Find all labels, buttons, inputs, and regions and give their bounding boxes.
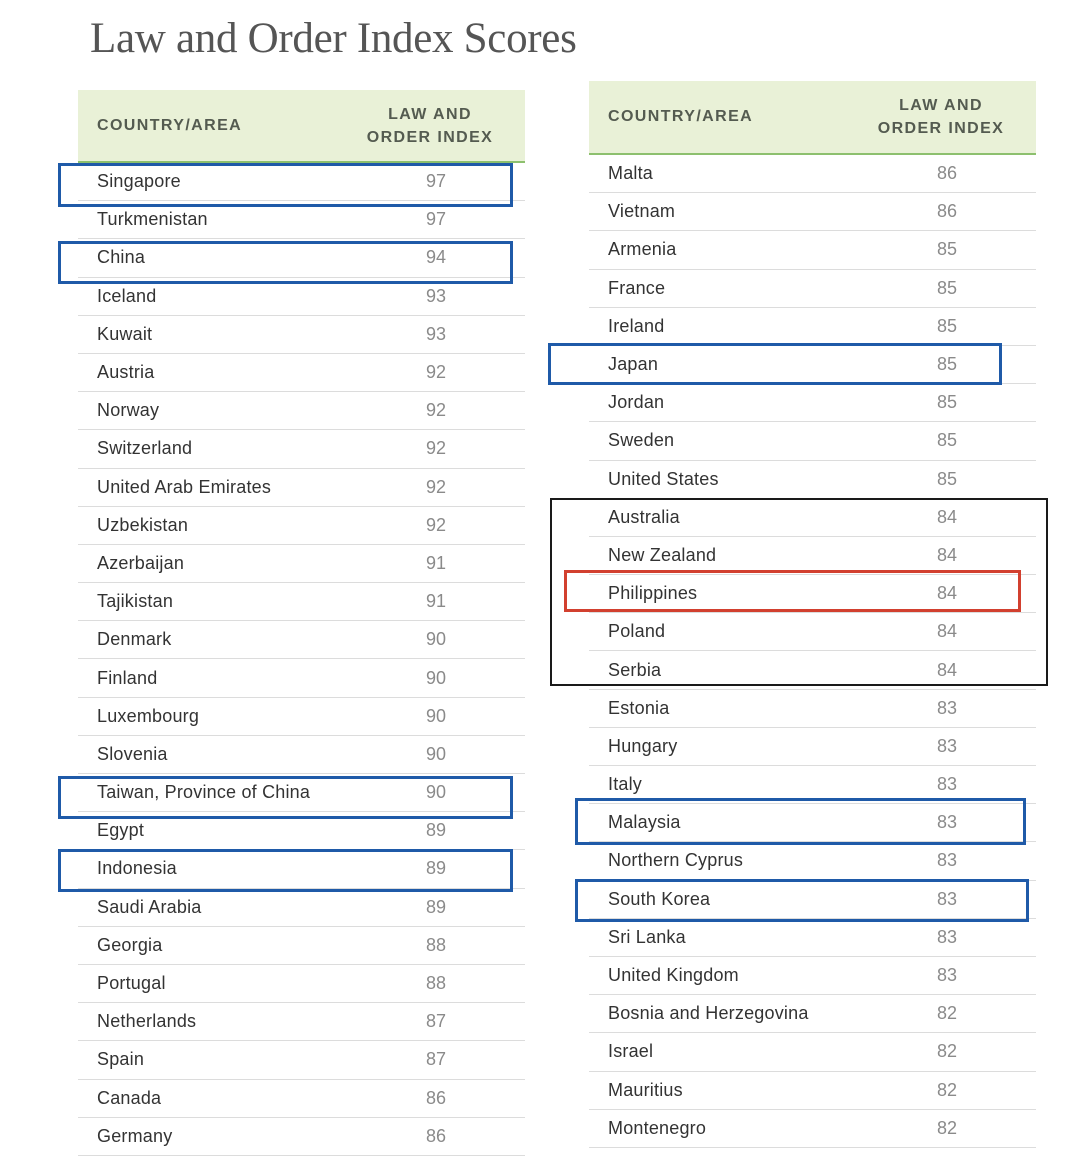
table-row: [78, 507, 525, 545]
country-name: China: [97, 247, 146, 268]
table-row: [78, 201, 525, 239]
table-row: [78, 736, 525, 774]
country-name: Netherlands: [97, 1011, 197, 1032]
table-row: [589, 384, 1036, 422]
country-name: Malaysia: [608, 812, 681, 833]
country-name: United States: [608, 468, 719, 489]
table-row: [78, 278, 525, 316]
country-name: Poland: [608, 621, 666, 642]
score-value: 82: [936, 1041, 958, 1062]
right-table-header: [589, 81, 1036, 155]
country-name: Denmark: [97, 629, 172, 650]
score-header-line1: LAW AND: [899, 97, 983, 114]
country-name: Hungary: [608, 735, 678, 756]
score-value: 92: [425, 514, 447, 535]
country-name: Iceland: [97, 285, 157, 306]
score-value: 82: [936, 1003, 958, 1024]
score-value: 93: [425, 323, 447, 344]
table-row: [589, 881, 1036, 919]
table-row: [589, 193, 1036, 231]
country-name: Egypt: [97, 820, 145, 841]
table-row: [78, 889, 525, 927]
score-value: 91: [425, 591, 447, 612]
country-name: Kuwait: [97, 323, 153, 344]
score-value: 86: [936, 201, 958, 222]
score-value: 84: [936, 544, 958, 565]
country-name: Israel: [608, 1041, 654, 1062]
score-value: 97: [425, 209, 447, 230]
country-name: Luxembourg: [97, 705, 200, 726]
country-name: France: [608, 277, 666, 298]
score-value: 87: [425, 1049, 447, 1070]
table-row: [78, 1080, 525, 1118]
score-header-line2: ORDER INDEX: [366, 128, 494, 146]
table-row: [589, 1110, 1036, 1148]
country-name: Austria: [97, 362, 155, 383]
country-name: Canada: [97, 1087, 162, 1108]
table-row: [589, 957, 1036, 995]
table-row: [78, 1118, 525, 1156]
country-name: Azerbaijan: [97, 552, 185, 573]
country-name: Serbia: [608, 659, 662, 680]
score-value: 90: [425, 743, 447, 764]
score-value: 85: [936, 277, 958, 298]
table-row: [78, 316, 525, 354]
table-row: [589, 651, 1036, 689]
table-row: [589, 575, 1036, 613]
right-table-body: [589, 155, 1036, 1148]
country-name: New Zealand: [608, 544, 717, 565]
country-name: Japan: [608, 354, 659, 375]
table-row: [589, 919, 1036, 957]
country-name: Mauritius: [608, 1079, 683, 1100]
country-name: Estonia: [608, 697, 670, 718]
score-value: 85: [936, 239, 958, 260]
right-score-table: [589, 81, 1036, 1148]
score-value: 83: [936, 812, 958, 833]
country-name: Vietnam: [608, 201, 676, 222]
country-name: Montenegro: [608, 1117, 707, 1138]
country-name: Jordan: [608, 392, 665, 413]
country-name: United Kingdom: [608, 965, 739, 986]
country-name: Ireland: [608, 315, 665, 336]
country-name: Italy: [608, 774, 643, 795]
country-name: South Korea: [608, 888, 711, 909]
table-row: [589, 155, 1036, 193]
table-row: [78, 239, 525, 277]
table-row: [78, 392, 525, 430]
score-value: 93: [425, 285, 447, 306]
score-value: 84: [936, 621, 958, 642]
table-row: [589, 995, 1036, 1033]
score-value: 82: [936, 1117, 958, 1138]
score-value: 85: [936, 468, 958, 489]
score-value: 82: [936, 1079, 958, 1100]
score-value: 83: [936, 926, 958, 947]
table-row: [589, 728, 1036, 766]
country-name: Sri Lanka: [608, 926, 686, 947]
score-value: 83: [936, 774, 958, 795]
country-name: Philippines: [608, 583, 698, 604]
country-name: Portugal: [97, 973, 166, 994]
page-title: Law and Order Index Scores: [90, 15, 577, 62]
score-value: 94: [425, 247, 447, 268]
score-value: 90: [425, 629, 447, 650]
table-row: [78, 965, 525, 1003]
country-name: Bosnia and Herzegovina: [608, 1003, 809, 1024]
country-name: Slovenia: [97, 743, 168, 764]
country-name: Indonesia: [97, 858, 177, 879]
score-value: 84: [936, 659, 958, 680]
score-value: 83: [936, 735, 958, 756]
country-name: Norway: [97, 400, 160, 421]
left-score-table: [78, 90, 525, 1156]
table-row: [589, 842, 1036, 880]
table-row: [78, 163, 525, 201]
country-name: Georgia: [97, 934, 163, 955]
score-value: 91: [425, 552, 447, 573]
country-name: Tajikistan: [97, 591, 174, 612]
score-value: 86: [425, 1125, 447, 1146]
table-row: [589, 422, 1036, 460]
score-value: 85: [936, 315, 958, 336]
score-value: 92: [425, 400, 447, 421]
country-name: Australia: [608, 506, 680, 527]
score-value: 89: [425, 858, 447, 879]
table-row: [589, 461, 1036, 499]
country-name: Germany: [97, 1125, 173, 1146]
score-value: 83: [936, 697, 958, 718]
table-row: [589, 231, 1036, 269]
score-value: 92: [425, 362, 447, 383]
country-name: Turkmenistan: [97, 209, 208, 230]
country-name: Taiwan, Province of China: [97, 782, 311, 803]
table-row: [78, 850, 525, 888]
table-row: [589, 346, 1036, 384]
score-value: 87: [425, 1011, 447, 1032]
country-name: Finland: [97, 667, 158, 688]
country-name: United Arab Emirates: [97, 476, 272, 497]
country-name: Northern Cyprus: [608, 850, 744, 871]
table-row: [589, 613, 1036, 651]
score-value: 85: [936, 354, 958, 375]
table-row: [78, 774, 525, 812]
table-row: [78, 1041, 525, 1079]
score-value: 84: [936, 583, 958, 604]
table-row: [589, 499, 1036, 537]
score-value: 90: [425, 782, 447, 803]
table-row: [589, 537, 1036, 575]
left-table-body: [78, 163, 525, 1156]
score-value: 84: [936, 506, 958, 527]
table-row: [589, 1033, 1036, 1071]
score-header-line1: LAW AND: [388, 105, 472, 123]
table-row: [78, 812, 525, 850]
score-column-header: [335, 103, 525, 149]
table-row: [78, 1003, 525, 1041]
table-row: [78, 927, 525, 965]
table-row: [78, 430, 525, 468]
table-row: [78, 621, 525, 659]
score-header-line2: ORDER INDEX: [877, 120, 1005, 137]
score-value: 88: [425, 973, 447, 994]
country-name: Saudi Arabia: [97, 896, 202, 917]
table-row: [78, 545, 525, 583]
country-name: Switzerland: [97, 438, 193, 459]
table-row: [78, 698, 525, 736]
table-row: [78, 354, 525, 392]
table-row: [78, 583, 525, 621]
country-name: Uzbekistan: [97, 514, 189, 535]
country-name: Sweden: [608, 430, 675, 451]
country-name: Armenia: [608, 239, 677, 260]
score-value: 90: [425, 705, 447, 726]
table-row: [78, 659, 525, 697]
score-value: 92: [425, 476, 447, 497]
score-value: 89: [425, 820, 447, 841]
score-value: 92: [425, 438, 447, 459]
left-table-header: [78, 90, 525, 163]
score-value: 90: [425, 667, 447, 688]
table-row: [589, 308, 1036, 346]
score-value: 97: [425, 171, 447, 192]
table-row: [589, 270, 1036, 308]
table-row: [589, 804, 1036, 842]
score-value: 89: [425, 896, 447, 917]
score-value: 85: [936, 392, 958, 413]
score-value: 86: [425, 1087, 447, 1108]
score-value: 83: [936, 850, 958, 871]
score-value: 83: [936, 965, 958, 986]
table-row: [78, 469, 525, 507]
country-column-header: COUNTRY/AREA: [97, 116, 243, 134]
country-name: Spain: [97, 1049, 145, 1070]
score-value: 88: [425, 934, 447, 955]
country-column-header: COUNTRY/AREA: [608, 108, 754, 125]
country-name: Malta: [608, 163, 654, 184]
score-value: 83: [936, 888, 958, 909]
country-name: Singapore: [97, 171, 181, 192]
score-value: 86: [936, 163, 958, 184]
table-row: [589, 766, 1036, 804]
score-column-header: [846, 94, 1036, 140]
table-row: [589, 1072, 1036, 1110]
table-row: [589, 690, 1036, 728]
score-value: 85: [936, 430, 958, 451]
